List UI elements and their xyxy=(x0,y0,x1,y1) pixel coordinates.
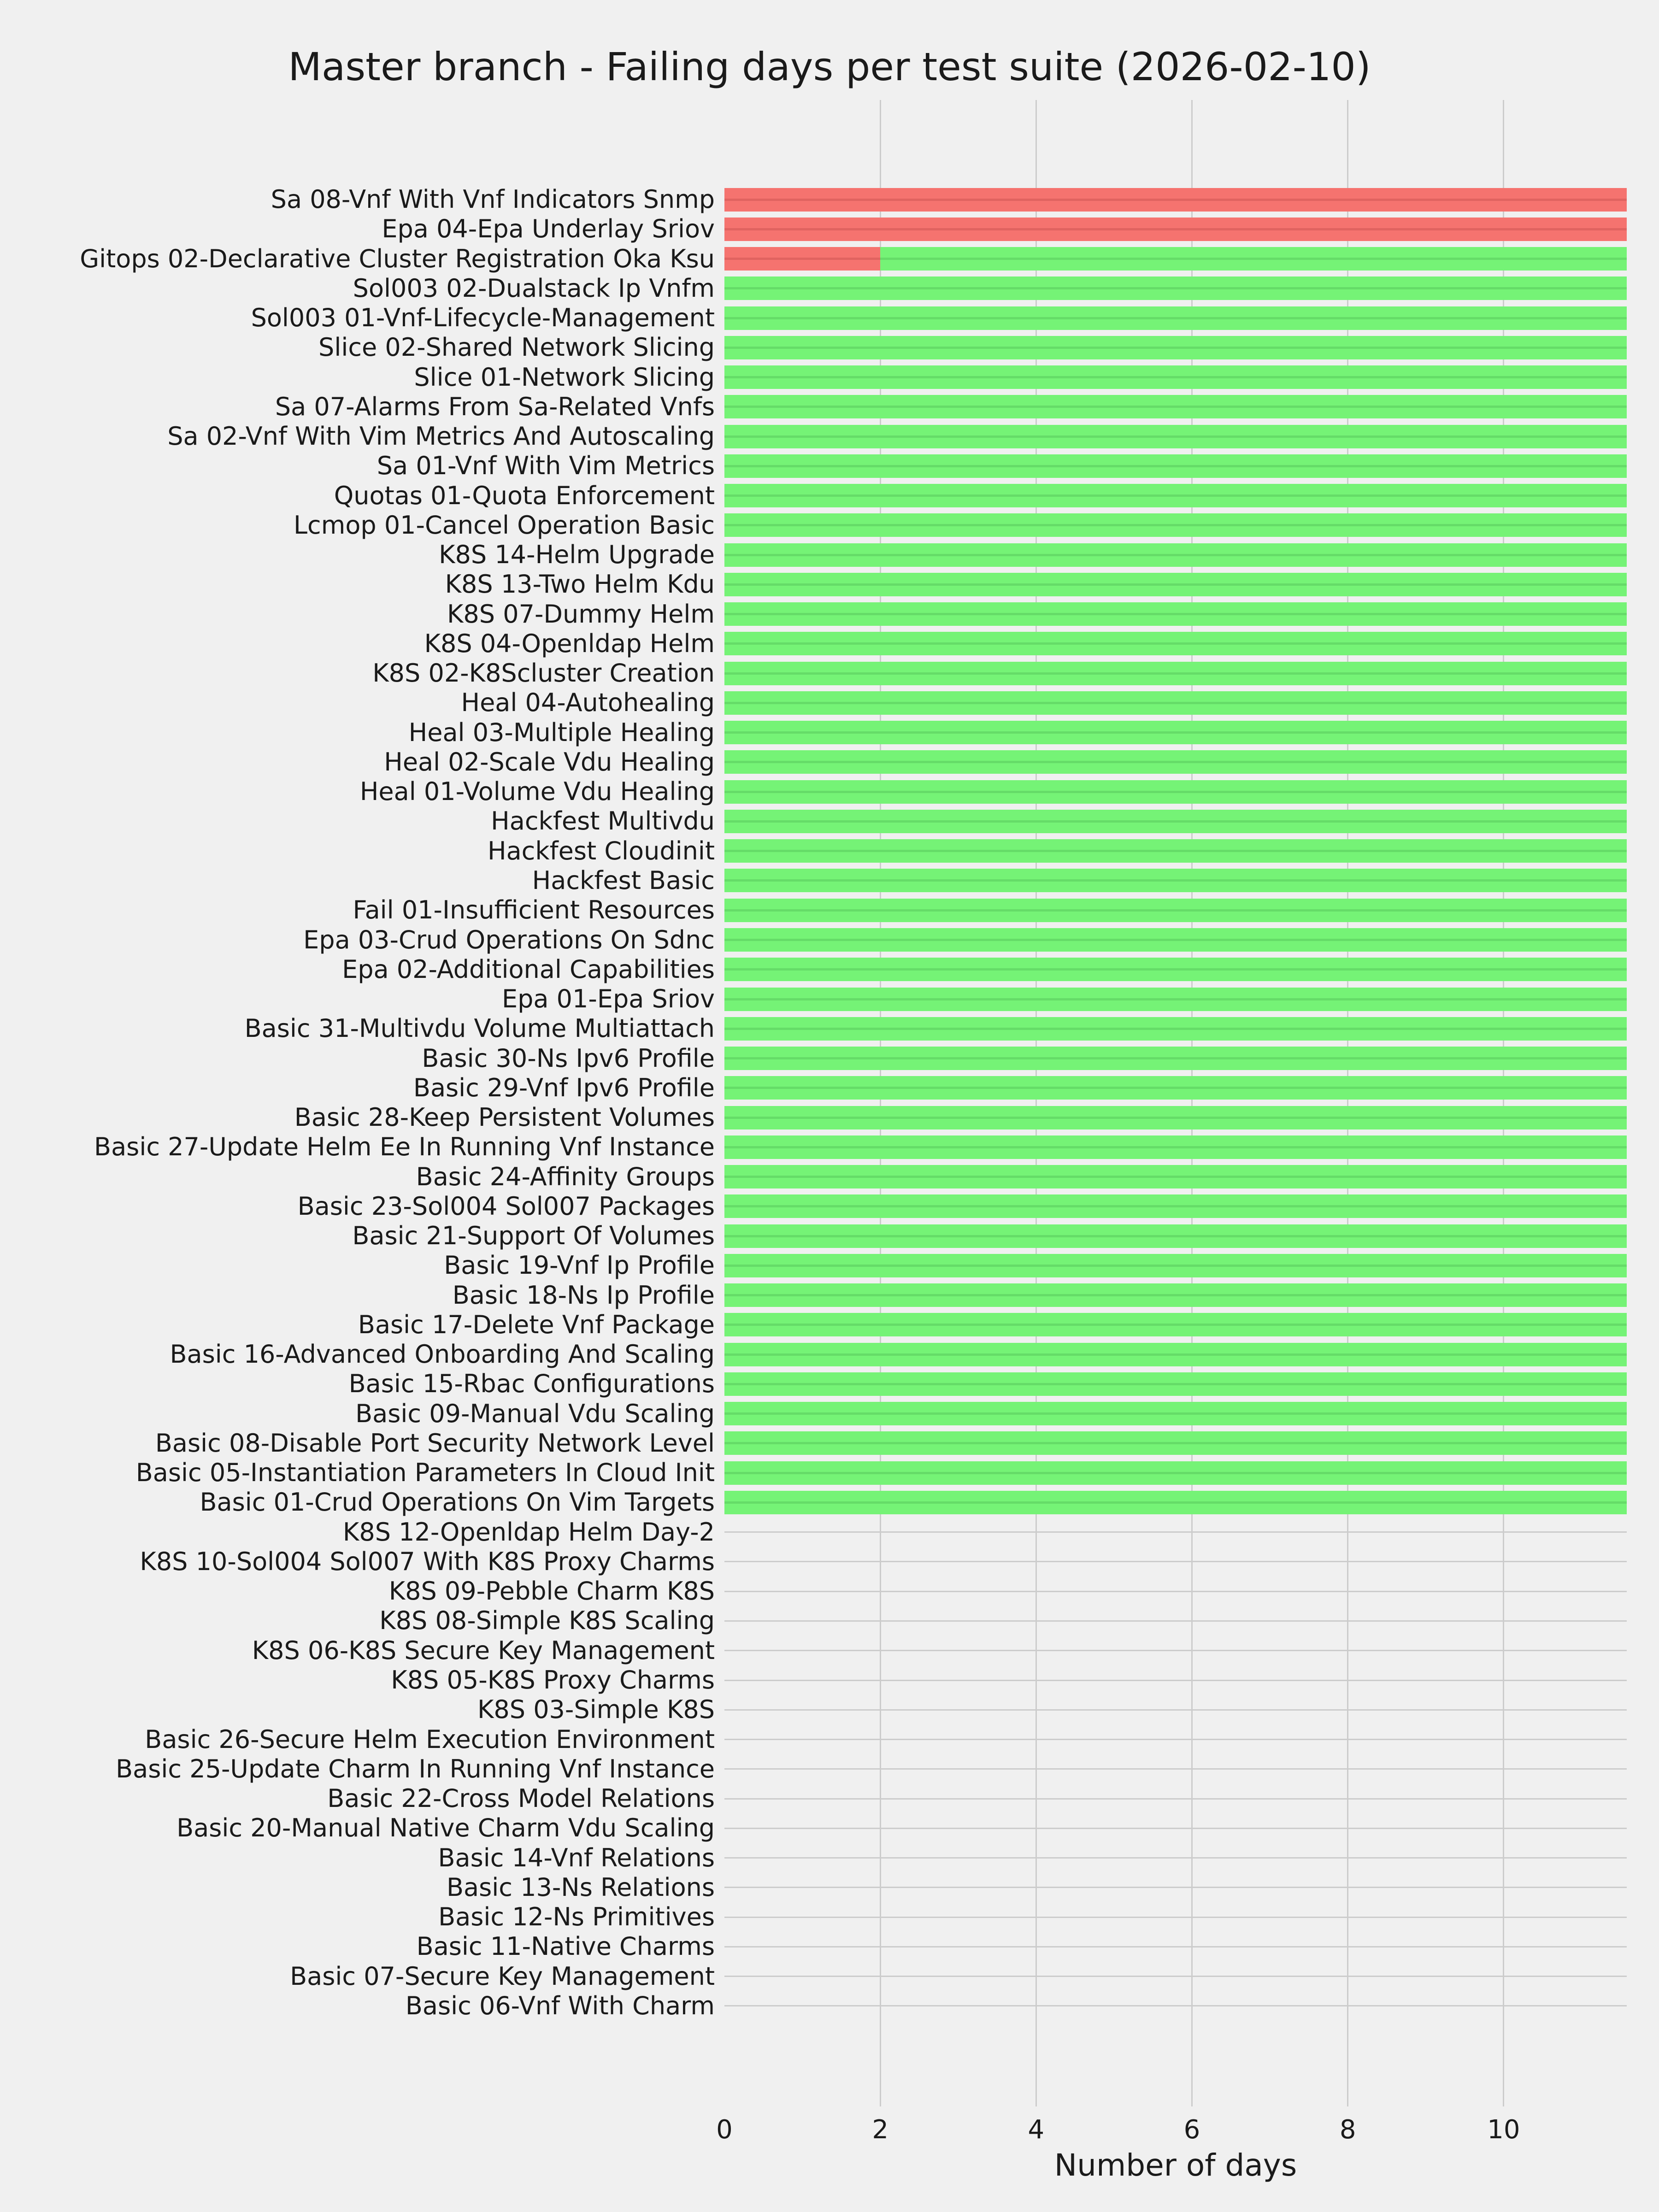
row-label: Basic 24-Affinity Groups xyxy=(416,1162,715,1191)
row-label: Basic 09-Manual Vdu Scaling xyxy=(355,1399,715,1428)
bar-segment-pass xyxy=(724,365,1627,389)
bar-segment-pass xyxy=(724,662,1627,685)
row-label: Basic 14-Vnf Relations xyxy=(438,1843,715,1872)
bar-segment-pass xyxy=(724,543,1627,567)
bar-segment-pass xyxy=(724,1076,1627,1100)
y-gridline xyxy=(724,1768,1627,1770)
plot-area xyxy=(724,100,1627,2106)
row-label: Sa 02-Vnf With Vim Metrics And Autoscaling xyxy=(167,422,715,451)
row-label: Quotas 01-Quota Enforcement xyxy=(334,481,715,510)
bar-segment-pass xyxy=(724,1224,1627,1248)
row-label: Basic 21-Support Of Volumes xyxy=(352,1221,715,1251)
bar-segment-pass xyxy=(724,276,1627,300)
row-label: Sol003 02-Dualstack Ip Vnfm xyxy=(353,273,715,303)
row-label: Epa 01-Epa Sriov xyxy=(502,984,715,1014)
row-label: Basic 27-Update Helm Ee In Running Vnf Instance xyxy=(94,1132,715,1162)
bar-segment-pass xyxy=(724,1135,1627,1159)
bar-segment-pass xyxy=(724,780,1627,804)
y-gridline xyxy=(724,1561,1627,1562)
y-gridline xyxy=(724,1591,1627,1592)
bar-segment-pass xyxy=(724,484,1627,507)
row-label: Basic 16-Advanced Onboarding And Scaling xyxy=(170,1340,715,1369)
y-gridline xyxy=(724,1739,1627,1740)
bar-segment-pass xyxy=(724,1313,1627,1336)
bar-segment-pass xyxy=(724,928,1627,952)
row-label: K8S 05-K8S Proxy Charms xyxy=(391,1665,715,1694)
row-label: Basic 07-Secure Key Management xyxy=(290,1961,715,1991)
x-tick-label-4: 4 xyxy=(1028,2115,1045,2145)
x-tick-label-6: 6 xyxy=(1183,2115,1200,2145)
bar-segment-pass xyxy=(724,691,1627,715)
row-label: Basic 28-Keep Persistent Volumes xyxy=(294,1103,715,1132)
y-gridline xyxy=(724,1917,1627,1918)
bar-segment-pass xyxy=(724,513,1627,537)
row-label: Hackfest Cloudinit xyxy=(487,836,715,865)
x-tick-label-0: 0 xyxy=(716,2115,733,2145)
bar-segment-pass xyxy=(724,1343,1627,1366)
row-label: Epa 02-Additional Capabilities xyxy=(342,954,715,984)
row-label: Slice 01-Network Slicing xyxy=(414,362,715,392)
row-label: K8S 02-K8Scluster Creation xyxy=(372,659,715,688)
y-gridline xyxy=(724,1887,1627,1888)
row-label: Basic 05-Instantiation Parameters In Cloud Init xyxy=(135,1458,715,1488)
chart-title: Master branch - Failing days per test suite (2026-02-10) xyxy=(288,44,1371,89)
bar-segment-pass xyxy=(724,1047,1627,1070)
y-gridline xyxy=(724,1620,1627,1622)
row-label: Basic 18-Ns Ip Profile xyxy=(452,1280,715,1310)
row-label: Gitops 02-Declarative Cluster Registration Oka Ksu xyxy=(80,244,715,273)
y-gridline xyxy=(724,1798,1627,1800)
row-label: K8S 14-Helm Upgrade xyxy=(439,540,715,570)
row-label: Basic 19-Vnf Ip Profile xyxy=(444,1251,715,1280)
row-label: Slice 02-Shared Network Slicing xyxy=(318,333,715,362)
row-label: Heal 01-Volume Vdu Healing xyxy=(359,777,715,806)
bar-segment-pass xyxy=(724,1106,1627,1130)
y-gridline xyxy=(724,1709,1627,1711)
bar-segment-pass xyxy=(724,1194,1627,1218)
row-label: Lcmop 01-Cancel Operation Basic xyxy=(293,510,715,540)
bar-segment-pass xyxy=(724,810,1627,833)
row-label: Epa 04-Epa Underlay Sriov xyxy=(382,214,715,244)
row-label: Basic 30-Ns Ipv6 Profile xyxy=(422,1043,715,1073)
row-label: K8S 03-Simple K8S xyxy=(477,1695,715,1724)
row-label: Basic 25-Update Charm In Running Vnf Instance xyxy=(116,1754,715,1783)
bar-segment-pass xyxy=(724,721,1627,744)
row-label: Basic 13-Ns Relations xyxy=(446,1872,715,1902)
bar-segment-pass xyxy=(724,1283,1627,1307)
row-label: Hackfest Basic xyxy=(532,865,715,895)
bar-segment-pass xyxy=(724,958,1627,981)
bar-segment-pass xyxy=(724,899,1627,922)
y-gridline xyxy=(724,1946,1627,1947)
row-label: Basic 23-Sol004 Sol007 Packages xyxy=(297,1191,715,1221)
bar-segment-fail xyxy=(724,247,880,271)
row-label: Basic 17-Delete Vnf Package xyxy=(358,1310,715,1339)
row-label: Basic 01-Crud Operations On Vim Targets xyxy=(200,1488,715,1517)
row-label: Sol003 01-Vnf-Lifecycle-Management xyxy=(251,303,715,333)
y-gridline xyxy=(724,1828,1627,1829)
row-label: Fail 01-Insufficient Resources xyxy=(353,895,715,925)
bar-segment-pass xyxy=(724,1017,1627,1041)
bar-segment-pass xyxy=(724,1461,1627,1485)
row-label: Sa 07-Alarms From Sa-Related Vnfs xyxy=(275,392,715,421)
row-label: Basic 08-Disable Port Security Network Level xyxy=(155,1428,715,1458)
row-label: K8S 04-Openldap Helm xyxy=(424,629,715,658)
bar-segment-fail xyxy=(724,218,1627,241)
row-label: K8S 08-Simple K8S Scaling xyxy=(379,1606,715,1635)
row-label: Basic 15-Rbac Configurations xyxy=(348,1369,715,1399)
x-tick-label-2: 2 xyxy=(872,2115,888,2145)
bar-segment-pass xyxy=(724,869,1627,892)
bar-segment-pass xyxy=(880,247,1627,271)
row-label: Sa 08-Vnf With Vnf Indicators Snmp xyxy=(271,185,715,214)
row-label: Heal 04-Autohealing xyxy=(461,688,715,718)
bar-segment-pass xyxy=(724,306,1627,330)
row-label: K8S 10-Sol004 Sol007 With K8S Proxy Charms xyxy=(140,1547,715,1576)
row-label: K8S 07-Dummy Helm xyxy=(447,599,715,629)
y-gridline xyxy=(724,1857,1627,1859)
bar-segment-pass xyxy=(724,1491,1627,1514)
bar-segment-pass xyxy=(724,425,1627,448)
bar-segment-pass xyxy=(724,988,1627,1011)
bar-segment-pass xyxy=(724,602,1627,626)
row-label: K8S 12-Openldap Helm Day-2 xyxy=(342,1517,715,1547)
row-label: Basic 22-Cross Model Relations xyxy=(327,1784,715,1813)
row-label: K8S 06-K8S Secure Key Management xyxy=(252,1635,715,1665)
bar-segment-fail xyxy=(724,188,1627,212)
x-tick-label-10: 10 xyxy=(1487,2115,1520,2145)
row-label: Basic 06-Vnf With Charm xyxy=(405,1991,715,2020)
y-gridline xyxy=(724,1531,1627,1533)
row-label: Hackfest Multivdu xyxy=(491,806,715,836)
row-label: Basic 20-Manual Native Charm Vdu Scaling xyxy=(176,1813,715,1843)
y-gridline xyxy=(724,1650,1627,1651)
row-label: K8S 13-Two Helm Kdu xyxy=(445,570,715,599)
bar-segment-pass xyxy=(724,1372,1627,1396)
y-gridline xyxy=(724,1976,1627,1977)
bar-segment-pass xyxy=(724,1254,1627,1277)
row-label: Basic 29-Vnf Ipv6 Profile xyxy=(413,1073,715,1102)
bar-segment-pass xyxy=(724,336,1627,359)
bar-segment-pass xyxy=(724,573,1627,596)
bar-segment-pass xyxy=(724,395,1627,418)
row-label: Sa 01-Vnf With Vim Metrics xyxy=(377,451,715,481)
y-gridline xyxy=(724,1680,1627,1681)
bar-segment-pass xyxy=(724,750,1627,774)
row-label: Basic 12-Ns Primitives xyxy=(438,1902,715,1932)
row-label: Basic 11-Native Charms xyxy=(416,1932,715,1961)
row-label: Epa 03-Crud Operations On Sdnc xyxy=(303,925,715,954)
bar-segment-pass xyxy=(724,839,1627,863)
row-label: Basic 31-Multivdu Volume Multiattach xyxy=(244,1014,715,1043)
bar-segment-pass xyxy=(724,1402,1627,1425)
y-gridline xyxy=(724,2005,1627,2006)
row-label: Heal 02-Scale Vdu Healing xyxy=(384,747,715,777)
x-tick-label-8: 8 xyxy=(1339,2115,1356,2145)
row-label: Heal 03-Multiple Healing xyxy=(408,718,715,747)
bar-segment-pass xyxy=(724,454,1627,478)
bar-segment-pass xyxy=(724,1165,1627,1188)
row-label: Basic 26-Secure Helm Execution Environment xyxy=(145,1724,715,1754)
bar-segment-pass xyxy=(724,1431,1627,1455)
bar-segment-pass xyxy=(724,632,1627,655)
row-label: K8S 09-Pebble Charm K8S xyxy=(388,1577,715,1606)
x-axis-label: Number of days xyxy=(1054,2147,1297,2183)
